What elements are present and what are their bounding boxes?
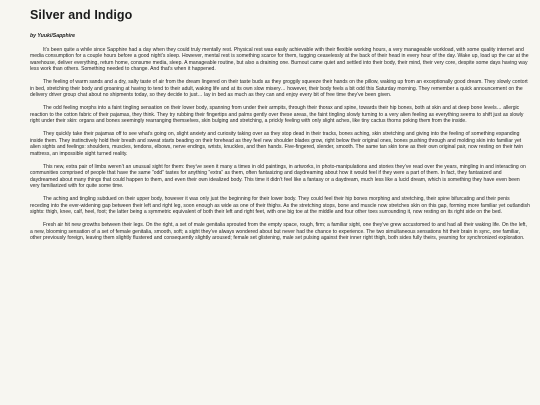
paragraph-5: This new, extra pair of limbs weren’t an unusual sight for them: they’ve seen it many a times in old paintings, in artworks, in photo-manipulations and stories they’ve read over the years, mingling in and interacting on communities comprised of people that have the same “odd” tastes for anything “extra” as them, often fantasizing and daydreaming about how it would feel if they were a part of them. In fact, they fantasized and daydreamed about many things that could happen to them, and even their own idealized body. This time it didn’t feel like a fantasy or a daydream, much less like a lucid dream, which is something they have even been very familiarized with for quite some time. bbox=[30, 163, 526, 190]
paragraph-7: Fresh air hit new growths between their legs. On the right, a set of male genitalia sprouted from the empty space, rough, firm; a familiar sight, one they’ve grew accustomed to and had all their waking life. On the left, a new, blooming sensation of a set of female genitalia, smooth, soft; a sight they’ve always wondered about but never had the chance to experience. The two simultaneous sensations hit their brain in sync, one familiar, other previously foreign, leaving them slightly flustered and consequently slightly aroused; female set glistening, male set pulsing against their inner right thigh, both sides fully theirs, yearning for synchronized exploration. bbox=[30, 222, 527, 241]
story-byline: by Yuuki/Sapphire bbox=[30, 33, 75, 39]
paragraph-6: The aching and tingling subdued on their upper body, however it was only just the beginning for their lower body. They could feel their hip bones morphing and stretching, their spine bifurcating and their penis receding into the ever-widening gap between their left and right leg, soon enough as wide as one of their thighs. As the stretching stops, bone and muscle now stretches skin on this gap, forming more familiar yet outlandish sights: thigh, knee, calf, heel, foot; the latter being a symmetric equivalent of both their left and right feet, with one big toe at the middle and four other toes surrounding it, now resting on its right side on the bed. bbox=[30, 196, 530, 216]
paragraph-4: They quickly take their pajamas off to see what’s going on, slight anxiety and curiosity taking over as they stop dead in their tracks, bones aching, skin stretching and giving into the feeling of something expanding inside them. They instinctively hold their breath and sweat starts beading on their forehead as they feel new shoulder blades grow, right below their original ones, bones pushing through and molding skin into familiar yet alien sights and feelings: shoulders, muscles, tendons, elbows, nerve endings, wrists, knuckles, and then hands. Five-fingered, slender, smooth. The same tan skin tone as their own original pair, now resting on their twin mattress, an impossible sight turned reality. bbox=[30, 131, 524, 157]
paragraph-1: It’s been quite a while since Sapphire had a day when they could truly mentally rest. Physical rest was easily achievable with their flexible working hours, a very manageable workload, with some quality internet and media consumption for a couple hours before a good night’s sleep. However, mental rest is something scarce for them, tugging ceaselessly at the back of their head in every hour of the day. Wake up, load up the car at the warehouse, deliver everything, return home, consume media, sleep. A manageable routine, but also a draining one. Burnout came quiet and settled into their body, their mind, their very core, despite some days having way less work than others. Something needed to change. And that’s when it happened. bbox=[30, 47, 529, 73]
paragraph-3: The odd feeling morphs into a faint tingling sensation on their lower body, spanning from under their armpits, through their thorax and spine, towards their hip bones, both at skin and at deep bone levels… allergic reaction to the cotton fabric of their pajamas, they think. They try rubbing their fingertips and palms gently over these areas, the faint tingling slowly turning to a very alien feeling as everything seems to shift just as slowly right under their skin: organs and bones seemingly rearranging themselves, skin bulging and stretching, a prickly feeling with only slight aches, like tiny cactus thorns poking them from the inside. bbox=[30, 105, 524, 125]
story-title: Silver and Indigo bbox=[30, 8, 133, 22]
paragraph-2: The feeling of warm sands and a dry, salty taste of air from the dream lingered on their taste buds as they groggily squeeze their hands on the pillow, waking up from an exceptionally good dream. They slowly contort in bed, stretching their body and groaning at having to tend to their adult, waking life and at its own slow misery… however, their body feels a bit odd this Saturday morning. They remember a quick announcement on the delivery driver group chat about no shipments today, so they decide to just… lay in bed as much as they can and enjoy every bit of free time they’ve been given. bbox=[30, 79, 528, 99]
